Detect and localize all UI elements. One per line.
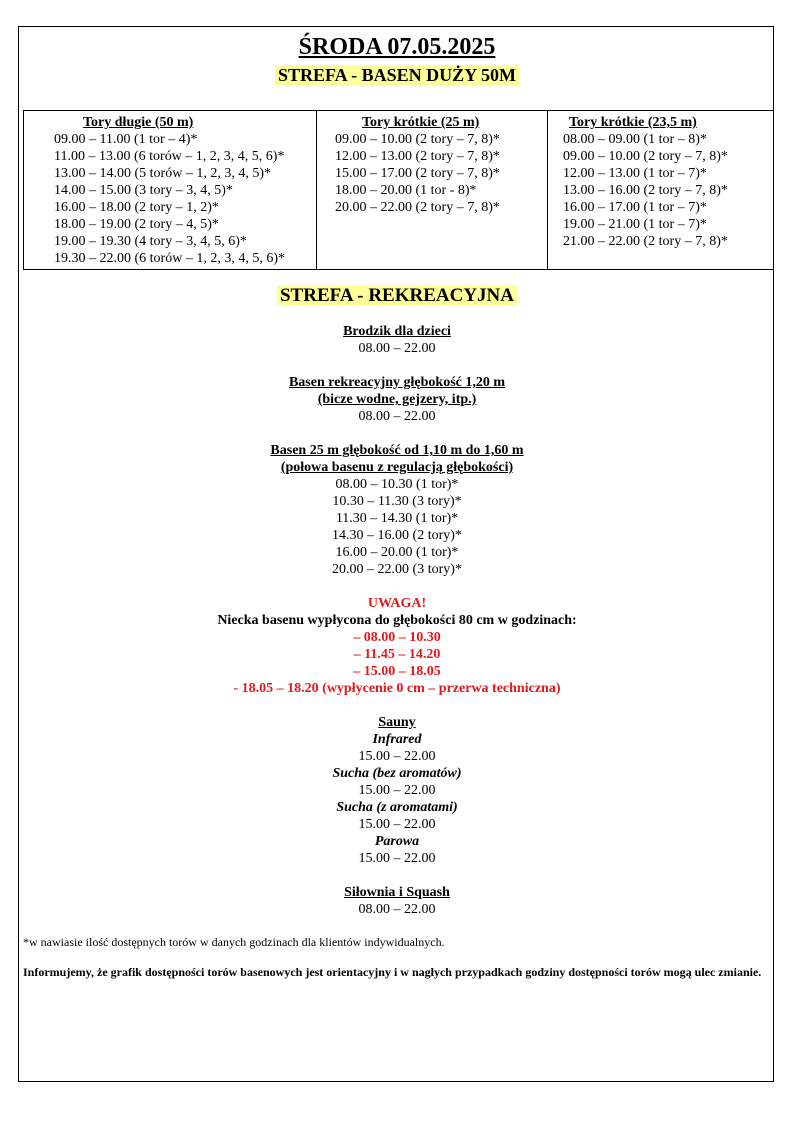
gym-heading: Siłownia i Squash	[344, 885, 450, 900]
lane-slot: 11.00 – 13.00 (6 torów – 1, 2, 3, 4, 5, 6)*	[54, 149, 285, 164]
sauna-hours: 15.00 – 22.00	[358, 817, 436, 832]
page-title: ŚRODA 07.05.2025	[298, 34, 496, 60]
sauna-hours: 15.00 – 22.00	[358, 749, 436, 764]
lane-slot: 15.00 – 17.00 (2 tory – 7, 8)*	[335, 166, 500, 181]
lane-slot: 19.30 – 22.00 (6 torów – 1, 2, 3, 4, 5, 6)*	[54, 251, 285, 266]
lane-slot: 09.00 – 10.00 (2 tory – 7, 8)*	[563, 149, 728, 164]
lane-slot: 18.00 – 19.00 (2 tory – 4, 5)*	[54, 217, 219, 232]
sauna-name: Parowa	[374, 834, 420, 849]
lane-slot: 08.00 – 09.00 (1 tor – 8)*	[563, 132, 707, 147]
saunas-heading: Sauny	[378, 715, 416, 730]
lane-slot: 12.00 – 13.00 (1 tor – 7)*	[563, 166, 707, 181]
short-lanes-25-heading: Tory krótkie (25 m)	[362, 115, 480, 130]
short-lanes-25-column	[317, 111, 548, 269]
lane-slot: 12.00 – 13.00 (2 tory – 7, 8)*	[335, 149, 500, 164]
lane-slot: 09.00 – 11.00 (1 tor – 4)*	[54, 132, 198, 147]
long-lanes-heading: Tory długie (50 m)	[83, 115, 194, 130]
pool25-heading: Basen 25 m głębokość od 1,10 m do 1,60 m	[270, 443, 524, 458]
long-lanes-column	[24, 111, 317, 269]
footnote: *w nawiasie ilość dostępnych torów w danych godzinach dla klientów indywidualnych.	[23, 935, 445, 949]
lanes-table	[23, 110, 774, 270]
sauna-name: Infrared	[372, 732, 422, 747]
warning-technical-break: - 18.05 – 18.20 (wypłycenie 0 cm – przerwa techniczna)	[233, 681, 561, 696]
pool25-slot: 20.00 – 22.00 (3 tory)*	[332, 562, 462, 577]
recreation-zone	[19, 283, 775, 918]
pool25-slot: 14.30 – 16.00 (2 tory)*	[332, 528, 462, 543]
sauna-name: Sucha (z aromatami)	[336, 800, 458, 815]
short-lanes-235-column	[548, 111, 773, 269]
lane-slot: 19.00 – 21.00 (1 tor – 7)*	[563, 217, 707, 232]
sauna-hours: 15.00 – 22.00	[358, 851, 436, 866]
rec-pool-hours: 08.00 – 22.00	[358, 409, 436, 424]
rec-pool-heading: Basen rekreacyjny głębokość 1,20 m	[288, 375, 506, 390]
lane-slot: 16.00 – 18.00 (2 tory – 1, 2)*	[54, 200, 219, 215]
lane-slot: 09.00 – 10.00 (2 tory – 7, 8)*	[335, 132, 500, 147]
lane-slot: 18.00 – 20.00 (1 tor - 8)*	[335, 183, 477, 198]
warning-slot: – 15.00 – 18.05	[353, 664, 441, 679]
kids-pool-heading: Brodzik dla dzieci	[343, 324, 451, 339]
zone-title-recreation: STREFA - REKREACYJNA	[19, 283, 775, 309]
rec-pool-subheading: (bicze wodne, gejzery, itp.)	[317, 392, 477, 407]
sauna-hours: 15.00 – 22.00	[358, 783, 436, 798]
kids-pool-hours: 08.00 – 22.00	[358, 341, 436, 356]
warning-slot: – 08.00 – 10.30	[353, 630, 441, 645]
pool25-subheading: (połowa basenu z regulacją głębokości)	[280, 460, 514, 475]
zone-title-big-pool: STREFA - BASEN DUŻY 50M	[19, 63, 775, 87]
lane-slot: 16.00 – 17.00 (1 tor – 7)*	[563, 200, 707, 215]
pool25-slot: 11.30 – 14.30 (1 tor)*	[335, 511, 459, 526]
pool25-slot: 16.00 – 20.00 (1 tor)*	[335, 545, 459, 560]
warning-slot: – 11.45 – 14.20	[353, 647, 441, 662]
warning-text: Niecka basenu wypłycona do głębokości 80 cm w godzinach:	[217, 613, 577, 628]
lane-slot: 14.00 – 15.00 (3 tory – 3, 4, 5)*	[54, 183, 233, 198]
gym-hours: 08.00 – 22.00	[358, 902, 436, 917]
lane-slot: 21.00 – 22.00 (2 tory – 7, 8)*	[563, 234, 728, 249]
lane-slot: 13.00 – 16.00 (2 tory – 7, 8)*	[563, 183, 728, 198]
lane-slot: 13.00 – 14.00 (5 torów – 1, 2, 3, 4, 5)*	[54, 166, 271, 181]
pool25-slot: 08.00 – 10.30 (1 tor)*	[335, 477, 459, 492]
lane-slot: 20.00 – 22.00 (2 tory – 7, 8)*	[335, 200, 500, 215]
short-lanes-235-heading: Tory krótkie (23,5 m)	[569, 115, 697, 130]
warning-title: UWAGA!	[367, 596, 427, 611]
pool25-slot: 10.30 – 11.30 (3 tory)*	[332, 494, 462, 509]
sauna-name: Sucha (bez aromatów)	[332, 766, 462, 781]
schedule-page	[18, 26, 774, 1082]
lane-slot: 19.00 – 19.30 (4 tory – 3, 4, 5, 6)*	[54, 234, 247, 249]
info-notice: Informujemy, że grafik dostępności torów basenowych jest orientacyjny i w nagłych przypadkach godziny dostępności torów mogą ulec zmianie.	[23, 965, 762, 979]
